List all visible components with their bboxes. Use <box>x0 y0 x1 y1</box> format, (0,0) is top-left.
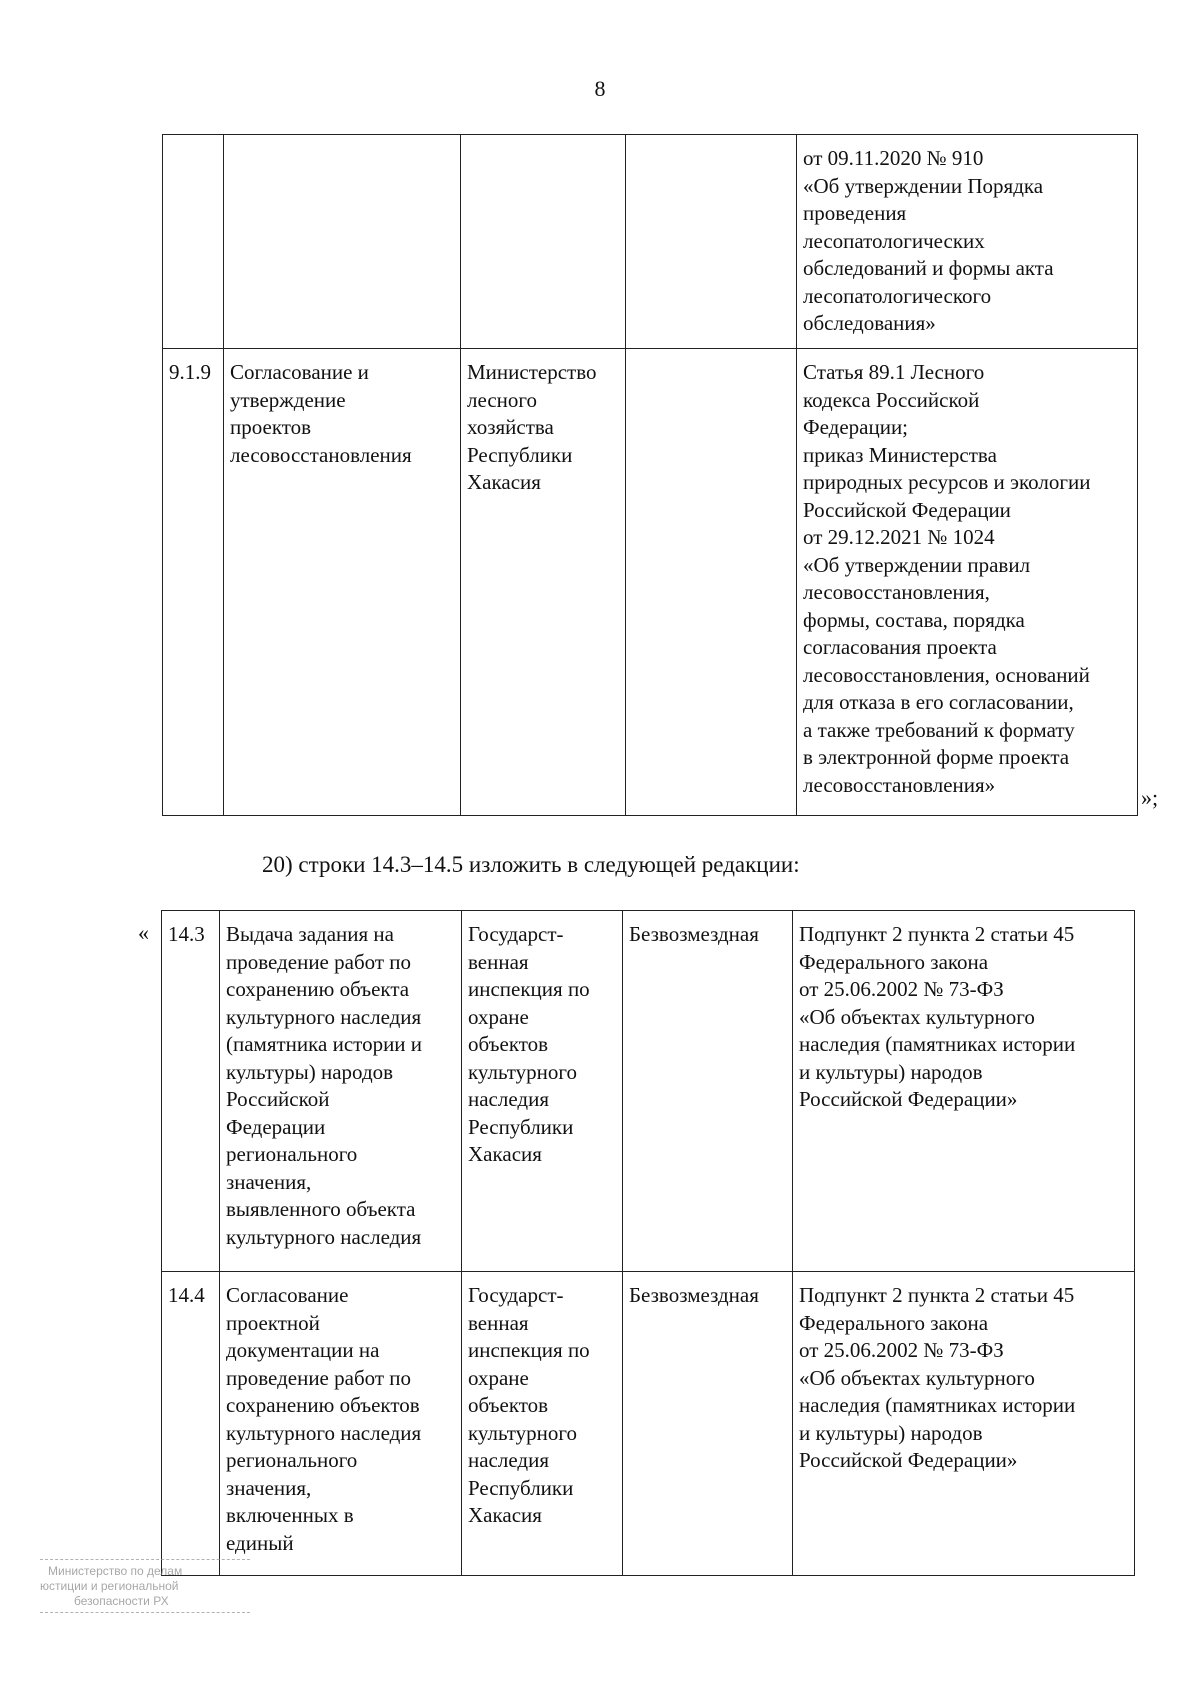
legal-basis-cell: Подпункт 2 пункта 2 статьи 45 Федерального закона от 25.06.2002 № 73-ФЗ «Об объектах культурного наследия (памятниках истории и культуры) народов Российской Федерации» <box>793 1272 1135 1576</box>
service-name-cell: Выдача задания на проведение работ по сохранению объекта культурного наследия (памятника истории и культуры) народов Российской Федерации регионального значения, выявленного объекта культурного наследия <box>220 911 462 1272</box>
amendment-instruction: 20) строки 14.3–14.5 изложить в следующей редакции: <box>262 852 800 877</box>
fee-cell: Безвозмездная <box>623 1272 793 1576</box>
services-table-continued <box>162 134 1138 816</box>
page-number: 8 <box>594 76 606 101</box>
stamp-line: безопасности РХ <box>74 1594 169 1608</box>
legal-basis-cell: от 09.11.2020 № 910 «Об утверждении Порядка проведения лесопатологических обследований и формы акта лесопатологического обследования» <box>797 135 1138 349</box>
authority-cell: Государст- венная инспекция по охране объектов культурного наследия Республики Хакасия <box>462 911 623 1272</box>
table-row <box>162 911 1135 1272</box>
authority-cell <box>461 135 626 349</box>
table-row <box>162 1272 1135 1576</box>
stamp-line: юстиции и региональной <box>40 1579 179 1593</box>
authority-cell: Государст- венная инспекция по охране объектов культурного наследия Республики Хакасия <box>462 1272 623 1576</box>
stamp-bottom-rule <box>40 1612 250 1613</box>
table-row <box>163 349 1138 816</box>
row-number-cell: 14.3 <box>162 911 220 1272</box>
table-row <box>163 135 1138 349</box>
row-number-cell: 14.4 <box>162 1272 220 1576</box>
fee-cell <box>626 349 797 816</box>
row-number-cell <box>163 135 224 349</box>
registration-stamp <box>40 1556 265 1640</box>
opening-quote-mark: « <box>138 920 149 945</box>
stamp-line: Министерство по делам <box>48 1564 183 1578</box>
fee-cell <box>626 135 797 349</box>
closing-quote-mark: »; <box>1141 785 1159 810</box>
row-number-cell: 9.1.9 <box>163 349 224 816</box>
legal-basis-cell: Статья 89.1 Лесного кодекса Российской Федерации; приказ Министерства природных ресурсов и экологии Российской Федерации от 29.12.2021 № 1024 «Об утверждении правил лесовосстановления, формы, состава, порядка согласования проекта лесовосстановления, оснований для отказа в его согласовании, а также требований к формату в электронной форме проекта лесовосстановления» <box>797 349 1138 816</box>
fee-cell: Безвозмездная <box>623 911 793 1272</box>
service-name-cell <box>224 135 461 349</box>
stamp-top-rule <box>40 1559 250 1560</box>
services-table-new-rows <box>161 910 1135 1576</box>
service-name-cell: Согласование проектной документации на проведение работ по сохранению объектов культурного наследия регионального значения, включенных в единый <box>220 1272 462 1576</box>
service-name-cell: Согласование и утверждение проектов лесовосстановления <box>224 349 461 816</box>
legal-basis-cell: Подпункт 2 пункта 2 статьи 45 Федерального закона от 25.06.2002 № 73-ФЗ «Об объектах культурного наследия (памятниках истории и культуры) народов Российской Федерации» <box>793 911 1135 1272</box>
authority-cell: Министерство лесного хозяйства Республики Хакасия <box>461 349 626 816</box>
